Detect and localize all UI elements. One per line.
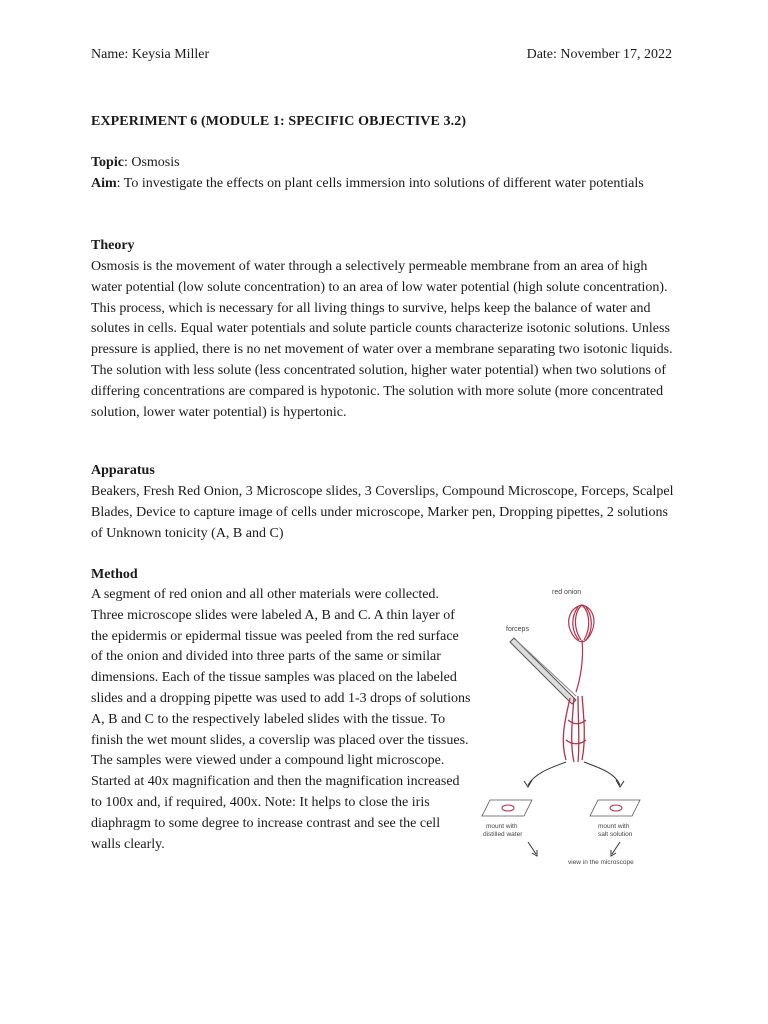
method-paragraph: A segment of red onion and all other materials were collected. Three microscope slides were labeled A, B and C. A thin layer of the epidermis or epidermal tissue was peeled from the red surface of the onion and divided into three parts of the same or similar dimensions. Each of the tissue samples was placed on the labeled slides and a dropping pipette was used to add 1-3 drops of solutions A, B and C to the respectively labeled slides with the tissue. To finish the wet mount slides, a coverslip was placed over the tissues. The samples were viewed under a compound light microscope. Started at 40x magnification and then the magnification increased to 100x and, if required, 400x. Note: It helps to close the iris diaphragm to some degree to increase contrast and see the cell walls clearly. bbox=[91, 587, 471, 852]
apparatus-paragraph: Beakers, Fresh Red Onion, 3 Microscope slides, 3 Coverslips, Compound Microscope, Forceps, Scalpel Blades, Device to capture image of cells under microscope, Marker pen, Dropping pipettes, 2 solutions of Unknown tonicity (A, B and C) bbox=[91, 484, 674, 541]
forceps-icon bbox=[510, 638, 576, 704]
theory-paragraph: Osmosis is the movement of water through a selectively permeable membrane from an area of high water potential (low solute concentration) to an area of low water potential (high solute concentration). This process, which is necessary for all living things to survive, helps keep the balance of water and solutes in cells. Equal water potentials and solute particle counts characterize isotonic solutions. Unless pressure is applied, there is no net movement of water over a membrane separating two isotonic liquids. The solution with less solute (less concentrated solution, higher water potential) when two solutions of differing concentrations are compared is hypotonic. The solution with more solute (more concentrated solution, lower water potential) is hypertonic. bbox=[91, 259, 673, 420]
view-arrows bbox=[528, 842, 620, 856]
slide-right-icon bbox=[590, 800, 640, 816]
aim-value: : To investigate the effects on plant cells immersion into solutions of different water potentials bbox=[116, 176, 644, 191]
red-onion-icon bbox=[569, 605, 594, 692]
report-date: Date: November 17, 2022 bbox=[526, 47, 672, 62]
slide-left-icon bbox=[482, 800, 532, 816]
topic-line bbox=[91, 153, 681, 174]
peeled-epidermis-icon bbox=[563, 696, 586, 762]
experiment-title: EXPERIMENT 6 (MODULE 1: SPECIFIC OBJECTIVE 3.2) bbox=[91, 114, 467, 129]
topic-label: Topic bbox=[91, 155, 124, 170]
aim-line bbox=[91, 174, 681, 195]
mount-right-label-1: mount with bbox=[598, 823, 630, 830]
onion-slide-diagram bbox=[480, 580, 680, 875]
topic-value: : Osmosis bbox=[123, 155, 180, 170]
theory-heading: Theory bbox=[91, 238, 135, 253]
mount-left-label-1: mount with bbox=[486, 823, 518, 830]
apparatus-heading: Apparatus bbox=[91, 463, 155, 478]
method-heading: Method bbox=[91, 567, 138, 582]
view-microscope-label: view in the microscope bbox=[568, 859, 634, 866]
forceps-label: forceps bbox=[506, 626, 529, 633]
student-name: Name: Keysia Miller bbox=[91, 47, 210, 62]
mount-right-label-2: salt solution bbox=[598, 831, 633, 838]
aim-label: Aim bbox=[91, 176, 117, 191]
mount-left-label-2: distilled water bbox=[483, 831, 523, 838]
arrows-to-slides bbox=[524, 762, 624, 787]
red-onion-label: red onion bbox=[552, 589, 582, 596]
